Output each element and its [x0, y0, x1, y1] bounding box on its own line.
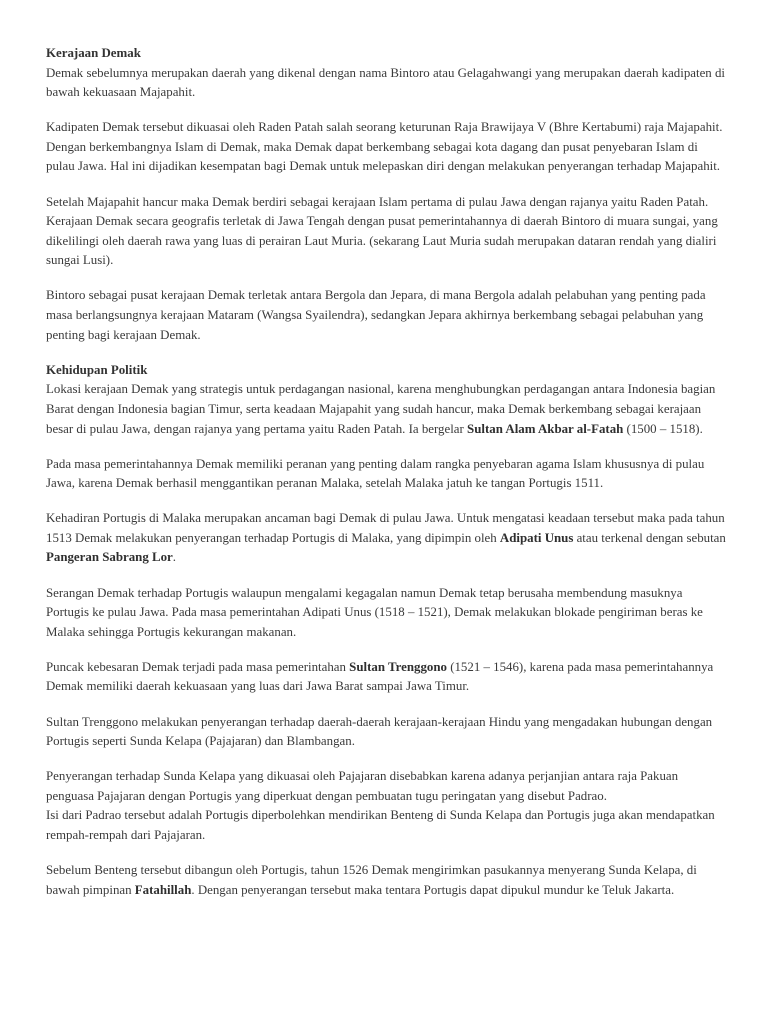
paragraph-bintoro: [46, 286, 726, 345]
paragraph-peranan: [46, 455, 726, 494]
paragraph-kehadiran-portugis: [46, 509, 726, 568]
paragraph-text: Kadipaten Demak tersebut dikuasai oleh Raden Patah salah seorang keturunan Raja Brawijaya V (Bhre Kertabumi) raja Majapahit.: [46, 120, 723, 135]
heading-kehidupan-politik: Kehidupan Politik: [46, 362, 148, 377]
document-page: [46, 44, 726, 916]
paragraph-text: Penyerangan terhadap Sunda Kelapa yang dikuasai oleh Pajajaran disebabkan karena adanya perjanjian antara raja Pakuan penguasa Pajajaran dengan Portugis yang diperkuat dengan pembuatan tugu peringatan yang disebut Padrao.: [46, 769, 679, 803]
bold-term: Adipati Unus: [499, 530, 574, 545]
paragraph-text: Sultan Trenggono melakukan penyerangan terhadap daerah-daerah kerajaan-kerajaan Hindu yang mengadakan hubungan dengan Portugis seperti Sunda Kelapa (Pajajaran) dan Blambangan.: [46, 714, 713, 749]
paragraph-kehidupan-politik: [46, 361, 726, 439]
bold-term: Sultan Alam Akbar al-Fatah: [467, 421, 624, 436]
paragraph-text: (1500 – 1518).: [623, 421, 703, 436]
paragraph-intro: [46, 44, 726, 103]
bold-term: Fatahillah: [134, 882, 192, 897]
paragraph-kadipaten: [46, 118, 726, 177]
paragraph-sunda-kelapa: [46, 767, 726, 845]
heading-kerajaan-demak: Kerajaan Demak: [46, 46, 141, 60]
paragraph-serangan: [46, 584, 726, 643]
paragraph-text: Sebelum Benteng tersebut dibangun oleh Portugis, tahun 1526 Demak mengirimkan pasukannya menyerang Sunda Kelapa, di bawah pimpinan: [46, 863, 697, 897]
paragraph-puncak-kebesaran: [46, 658, 726, 697]
paragraph-text: Bintoro sebagai pusat kerajaan Demak terletak antara Bergola dan Jepara, di mana Bergola adalah pelabuhan yang penting pada masa berlangsungnya kerajaan Mataram (Wangsa Syailendra), sedangkan Jepara akhirnya berkembang sebagai pelabuhan yang penting bagi kerajaan Demak.: [46, 288, 706, 342]
paragraph-text: atau terkenal dengan sebutan: [573, 530, 726, 545]
paragraph-text: . Dengan penyerangan tersebut maka tentara Portugis dapat dipukul mundur ke Teluk Jakarta.: [191, 882, 675, 897]
paragraph-sultan-trenggono: [46, 713, 726, 752]
paragraph-text: Setelah Majapahit hancur maka Demak berdiri sebagai kerajaan Islam pertama di pulau Jawa dengan rajanya yaitu Raden Patah. Kerajaan Demak secara geografis terletak di Jawa Tengah dengan pusat pemerintahannya di daerah Bintoro di muara sungai, yang dikelilingi oleh daerah rawa yang luas di perairan Laut Muria. (sekarang Laut Muria sudah merupakan dataran rendah yang dialiri sungai Lusi).: [46, 194, 718, 268]
paragraph-text: Serangan Demak terhadap Portugis walaupun mengalami kegagalan namun Demak tetap berusaha membendung masuknya Portugis ke pulau Jawa. Pada masa pemerintahan Adipati Unus (1518 – 1521), Demak melakukan blokade pengiriman beras ke Malaka sehingga Portugis kekurangan makanan.: [46, 585, 703, 639]
paragraph-text: (1521 – 1546), karena pada masa pemerintahannya Demak memiliki daerah kekuasaan yang luas dari Jawa Barat sampai Jawa Timur.: [46, 659, 714, 694]
paragraph-text: Isi dari Padrao tersebut adalah Portugis diperbolehkan mendirikan Benteng di Sunda Kelapa dan Portugis juga akan mendapatkan rempah-rempah dari Pajajaran.: [46, 808, 715, 842]
paragraph-text: Puncak kebesaran Demak terjadi pada masa pemerintahan: [46, 659, 350, 674]
paragraph-setelah-majapahit: [46, 193, 726, 271]
paragraph-text: Demak sebelumnya merupakan daerah yang dikenal dengan nama Bintoro atau Gelagahwangi yang merupakan daerah kadipaten di bawah kekuasaan Majapahit.: [46, 65, 725, 100]
bold-term: Sultan Trenggono: [349, 659, 447, 674]
paragraph-text: Lokasi kerajaan Demak yang strategis untuk perdagangan nasional, karena menghubungkan perdagangan antara Indonesia bagian Barat dengan Indonesia bagian Timur, serta keadaan Majapahit yang sudah hancur, maka Demak berkembang sebagai kerajaan besar di pulau Jawa, dengan rajanya yang pertama yaitu Raden Patah. Ia bergelar: [46, 382, 716, 436]
paragraph-text: Dengan berkembangnya Islam di Demak, maka Demak dapat berkembang sebagai kota dagang dan pusat penyebaran Islam di pulau Jawa. Hal ini dijadikan kesempatan bagi Demak untuk melepaskan diri dengan melakukan penyerangan terhadap Majapahit.: [46, 139, 721, 174]
paragraph-fatahillah: [46, 861, 726, 900]
bold-term: Pangeran Sabrang Lor: [46, 550, 173, 565]
paragraph-text: .: [172, 550, 177, 565]
paragraph-text: Pada masa pemerintahannya Demak memiliki peranan yang penting dalam rangka penyebaran agama Islam khususnya di pulau Jawa, karena Demak berhasil menggantikan peranan Malaka, setelah Malaka jatuh ke tangan Portugis 1511.: [46, 456, 705, 491]
paragraph-text: Kehadiran Portugis di Malaka merupakan ancaman bagi Demak di pulau Jawa. Untuk mengatasi keadaan tersebut maka pada tahun 1513 Demak melakukan penyerangan terhadap Portugis di Malaka, yang dipimpin oleh: [46, 511, 725, 545]
